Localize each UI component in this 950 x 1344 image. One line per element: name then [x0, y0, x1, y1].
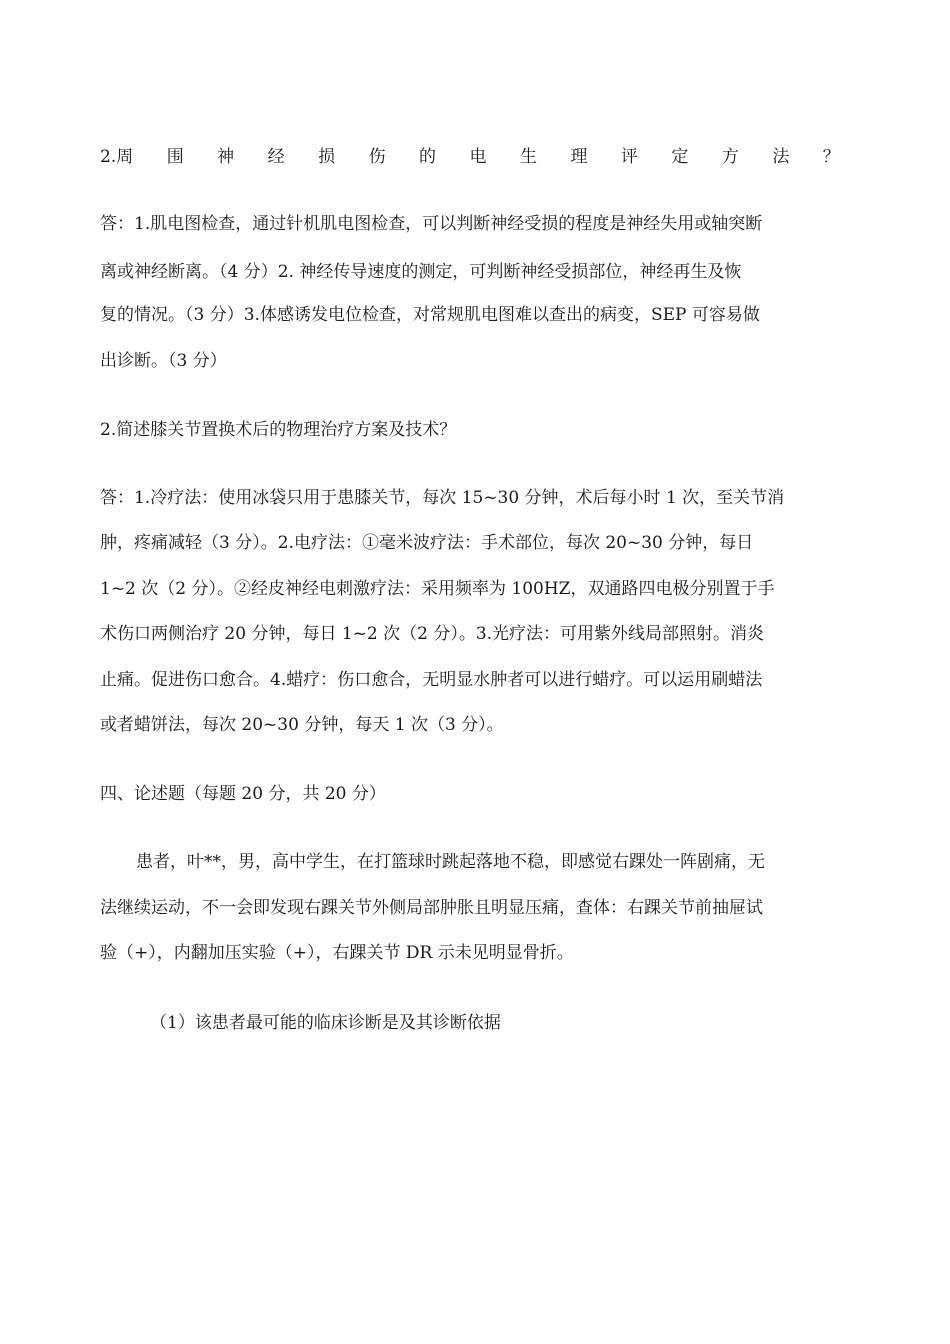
- title-char: 围: [166, 147, 184, 167]
- answer-line: 答：1.冷疗法：使用冰袋只用于患膝关节，每次 15~30 分钟，术后每小时 1 次，至关节消: [100, 488, 785, 508]
- section-heading: 四、论述题（每题 20 分，共 20 分）: [100, 784, 386, 804]
- answer-line: 肿，疼痛减轻（3 分）。2.电疗法：①毫米波疗法：手术部位，每次 20~30 分钟，每日: [100, 533, 754, 553]
- answer-line: 或者蜡饼法，每次 20~30 分钟，每天 1 次（3 分）。: [100, 715, 504, 735]
- title-char: ？: [822, 147, 840, 167]
- answer-line: 复的情况。（3 分）3.体感诱发电位检查，对常规肌电图难以查出的病变，SEP 可容易做: [100, 305, 760, 325]
- title-char: 的: [419, 147, 437, 167]
- title-char: 定: [671, 147, 689, 167]
- case-line: 患者，叶**，男，高中学生，在打篮球时跳起落地不稳，即感觉右踝处一阵剧痛，无: [136, 852, 765, 872]
- answer-line: 离或神经断离。（4 分）2. 神经传导速度的测定，可判断神经受损部位，神经再生及恢: [100, 262, 742, 282]
- title-char: 损: [318, 147, 336, 167]
- case-line: 法继续运动，不一会即发现右踝关节外侧局部肿胀且明显压痛，查体：右踝关节前抽屉试: [100, 898, 763, 918]
- answer-line: 止痛。促进伤口愈合。4.蜡疗：伤口愈合，无明显水肿者可以进行蜡疗。可以运用刷蜡法: [100, 670, 763, 690]
- title-char: 理: [570, 147, 588, 167]
- sub-question: （1）该患者最可能的临床诊断是及其诊断依据: [150, 1013, 501, 1033]
- title-char: 电: [469, 147, 487, 167]
- title-char: 评: [620, 147, 638, 167]
- title-char: 2.周: [100, 147, 134, 167]
- answer-line: 术伤口两侧治疗 20 分钟，每日 1~2 次（2 分）。3.光疗法：可用紫外线局部照射。消炎: [100, 624, 765, 644]
- question-title-knee: 2.简述膝关节置换术后的物理治疗方案及技术？: [100, 420, 457, 440]
- answer-line: 出诊断。（3 分）: [100, 351, 227, 371]
- title-char: 法: [772, 147, 790, 167]
- title-char: 神: [217, 147, 235, 167]
- title-char: 方: [721, 147, 739, 167]
- title-char: 经: [267, 147, 285, 167]
- question-title-nerve: [100, 145, 840, 169]
- answer-line: 1~2 次（2 分）。②经皮神经电刺激疗法：采用频率为 100HZ，双通路四电极分别置于手: [100, 579, 775, 599]
- answer-line: 答：1.肌电图检查，通过针机肌电图检查，可以判断神经受损的程度是神经失用或轴突断: [100, 214, 763, 234]
- title-char: 伤: [368, 147, 386, 167]
- case-line: 验（+），内翻加压实验（+），右踝关节 DR 示未见明显骨折。: [100, 943, 574, 963]
- title-char: 生: [519, 147, 537, 167]
